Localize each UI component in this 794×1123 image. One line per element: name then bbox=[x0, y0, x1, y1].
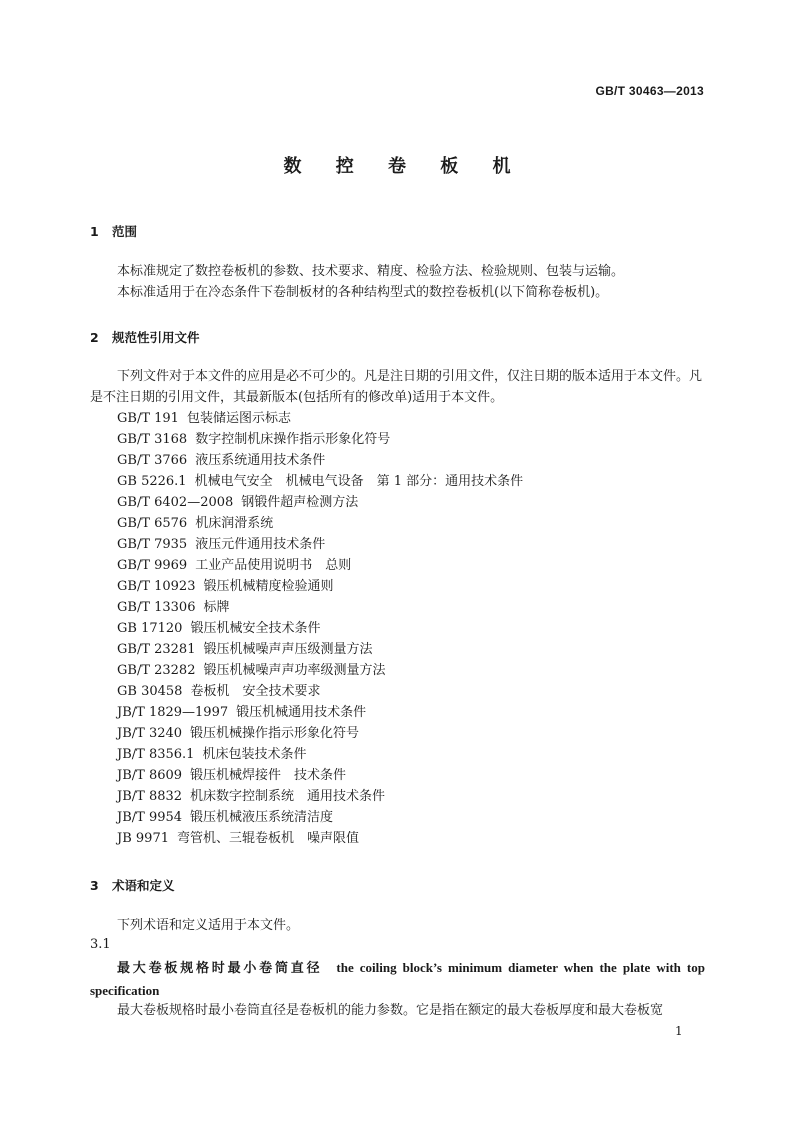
reference-item bbox=[117, 702, 523, 723]
reference-code: GB/T 191 bbox=[117, 411, 179, 426]
term-heading bbox=[90, 957, 705, 1003]
reference-title: 锻压机械噪声声功率级测量方法 bbox=[203, 663, 386, 678]
reference-item bbox=[117, 534, 523, 555]
reference-title: 机床数字控制系统 通用技术条件 bbox=[190, 789, 386, 804]
term-title-en: the coiling block’s minimum diameter when the plate with top specification bbox=[90, 960, 705, 998]
reference-item bbox=[117, 786, 523, 807]
section-3-number: 3 bbox=[90, 878, 99, 893]
reference-title: 弯管机、三辊卷板机 噪声限值 bbox=[176, 831, 359, 846]
section-3-title: 术语和定义 bbox=[112, 878, 175, 893]
term-number: 3.1 bbox=[90, 937, 111, 952]
reference-title: 锻压机械操作指示形象化符号 bbox=[190, 726, 360, 741]
reference-title: 锻压机械液压系统清洁度 bbox=[190, 810, 334, 825]
term-definition: 最大卷板规格时最小卷筒直径是卷板机的能力参数。它是指在额定的最大卷板厚度和最大卷板宽 bbox=[117, 1003, 664, 1018]
reference-item bbox=[117, 450, 523, 471]
reference-item bbox=[117, 828, 523, 849]
reference-code: JB/T 3240 bbox=[117, 726, 183, 741]
reference-title: 锻压机械焊接件 技术条件 bbox=[190, 768, 347, 783]
reference-code: GB/T 3766 bbox=[117, 453, 188, 468]
reference-code: GB 5226.1 bbox=[117, 474, 187, 489]
section-3-heading bbox=[90, 876, 175, 894]
reference-title: 数字控制机床操作指示形象化符号 bbox=[195, 432, 391, 447]
reference-code: GB 17120 bbox=[117, 621, 183, 636]
reference-title: 机床润滑系统 bbox=[195, 516, 274, 531]
reference-title: 锻压机械精度检验通则 bbox=[203, 579, 334, 594]
reference-title: 钢锻件超声检测方法 bbox=[241, 495, 359, 510]
reference-code: GB/T 6576 bbox=[117, 516, 188, 531]
reference-item bbox=[117, 408, 523, 429]
reference-code: GB/T 6402—2008 bbox=[117, 495, 234, 510]
reference-code: GB/T 23282 bbox=[117, 663, 196, 678]
reference-code: GB/T 13306 bbox=[117, 600, 196, 615]
section-1-title: 范围 bbox=[112, 224, 138, 239]
section-1-paragraph-2: 本标准适用于在冷态条件下卷制板材的各种结构型式的数控卷板机(以下简称卷板机)。 bbox=[117, 285, 609, 300]
page-title: 数 控 卷 板 机 bbox=[283, 156, 525, 177]
term-title-zh: 最大卷板规格时最小卷筒直径 bbox=[117, 961, 323, 976]
reference-title: 包装储运图示标志 bbox=[186, 411, 291, 426]
reference-code: JB/T 8832 bbox=[117, 789, 183, 804]
reference-item bbox=[117, 744, 523, 765]
reference-code: GB 30458 bbox=[117, 684, 183, 699]
reference-list bbox=[117, 408, 523, 849]
reference-title: 锻压机械通用技术条件 bbox=[236, 705, 367, 720]
reference-code: GB/T 3168 bbox=[117, 432, 188, 447]
reference-item bbox=[117, 513, 523, 534]
reference-title: 机床包装技术条件 bbox=[202, 747, 307, 762]
reference-item bbox=[117, 660, 523, 681]
reference-title: 锻压机械噪声声压级测量方法 bbox=[203, 642, 373, 657]
reference-item bbox=[117, 765, 523, 786]
reference-code: JB/T 1829—1997 bbox=[117, 705, 229, 720]
reference-item bbox=[117, 471, 523, 492]
reference-title: 标牌 bbox=[203, 600, 230, 615]
reference-code: JB/T 9954 bbox=[117, 810, 183, 825]
reference-item bbox=[117, 597, 523, 618]
reference-code: JB/T 8356.1 bbox=[117, 747, 195, 762]
reference-item bbox=[117, 429, 523, 450]
page-number: 1 bbox=[675, 1024, 683, 1038]
reference-code: JB 9971 bbox=[117, 831, 169, 846]
reference-item bbox=[117, 555, 523, 576]
reference-item bbox=[117, 681, 523, 702]
reference-title: 卷板机 安全技术要求 bbox=[190, 684, 321, 699]
section-1-number: 1 bbox=[90, 224, 99, 239]
reference-title: 液压元件通用技术条件 bbox=[195, 537, 326, 552]
reference-code: JB/T 8609 bbox=[117, 768, 183, 783]
section-1-heading bbox=[90, 222, 137, 240]
reference-code: GB/T 9969 bbox=[117, 558, 188, 573]
section-2-intro: 下列文件对于本文件的应用是必不可少的。凡是注日期的引用文件，仅注日期的版本适用于本文件。凡是不注日期的引用文件，其最新版本(包括所有的修改单)适用于本文件。 bbox=[90, 369, 703, 405]
section-3-intro: 下列术语和定义适用于本文件。 bbox=[117, 918, 300, 933]
reference-title: 机械电气安全 机械电气设备 第 1 部分：通用技术条件 bbox=[194, 474, 524, 489]
section-1-paragraph-1: 本标准规定了数控卷板机的参数、技术要求、精度、检验方法、检验规则、包装与运输。 bbox=[117, 264, 625, 279]
reference-code: GB/T 10923 bbox=[117, 579, 196, 594]
standard-code: GB/T 30463—2013 bbox=[595, 84, 704, 98]
section-2-heading bbox=[90, 328, 200, 346]
reference-title: 锻压机械安全技术条件 bbox=[190, 621, 321, 636]
reference-code: GB/T 7935 bbox=[117, 537, 188, 552]
reference-title: 液压系统通用技术条件 bbox=[195, 453, 326, 468]
section-2-number: 2 bbox=[90, 330, 99, 345]
reference-item bbox=[117, 723, 523, 744]
reference-item bbox=[117, 618, 523, 639]
section-2-title: 规范性引用文件 bbox=[112, 330, 200, 345]
reference-item bbox=[117, 807, 523, 828]
reference-item bbox=[117, 492, 523, 513]
reference-title: 工业产品使用说明书 总则 bbox=[195, 558, 352, 573]
reference-item bbox=[117, 639, 523, 660]
reference-item bbox=[117, 576, 523, 597]
reference-code: GB/T 23281 bbox=[117, 642, 196, 657]
